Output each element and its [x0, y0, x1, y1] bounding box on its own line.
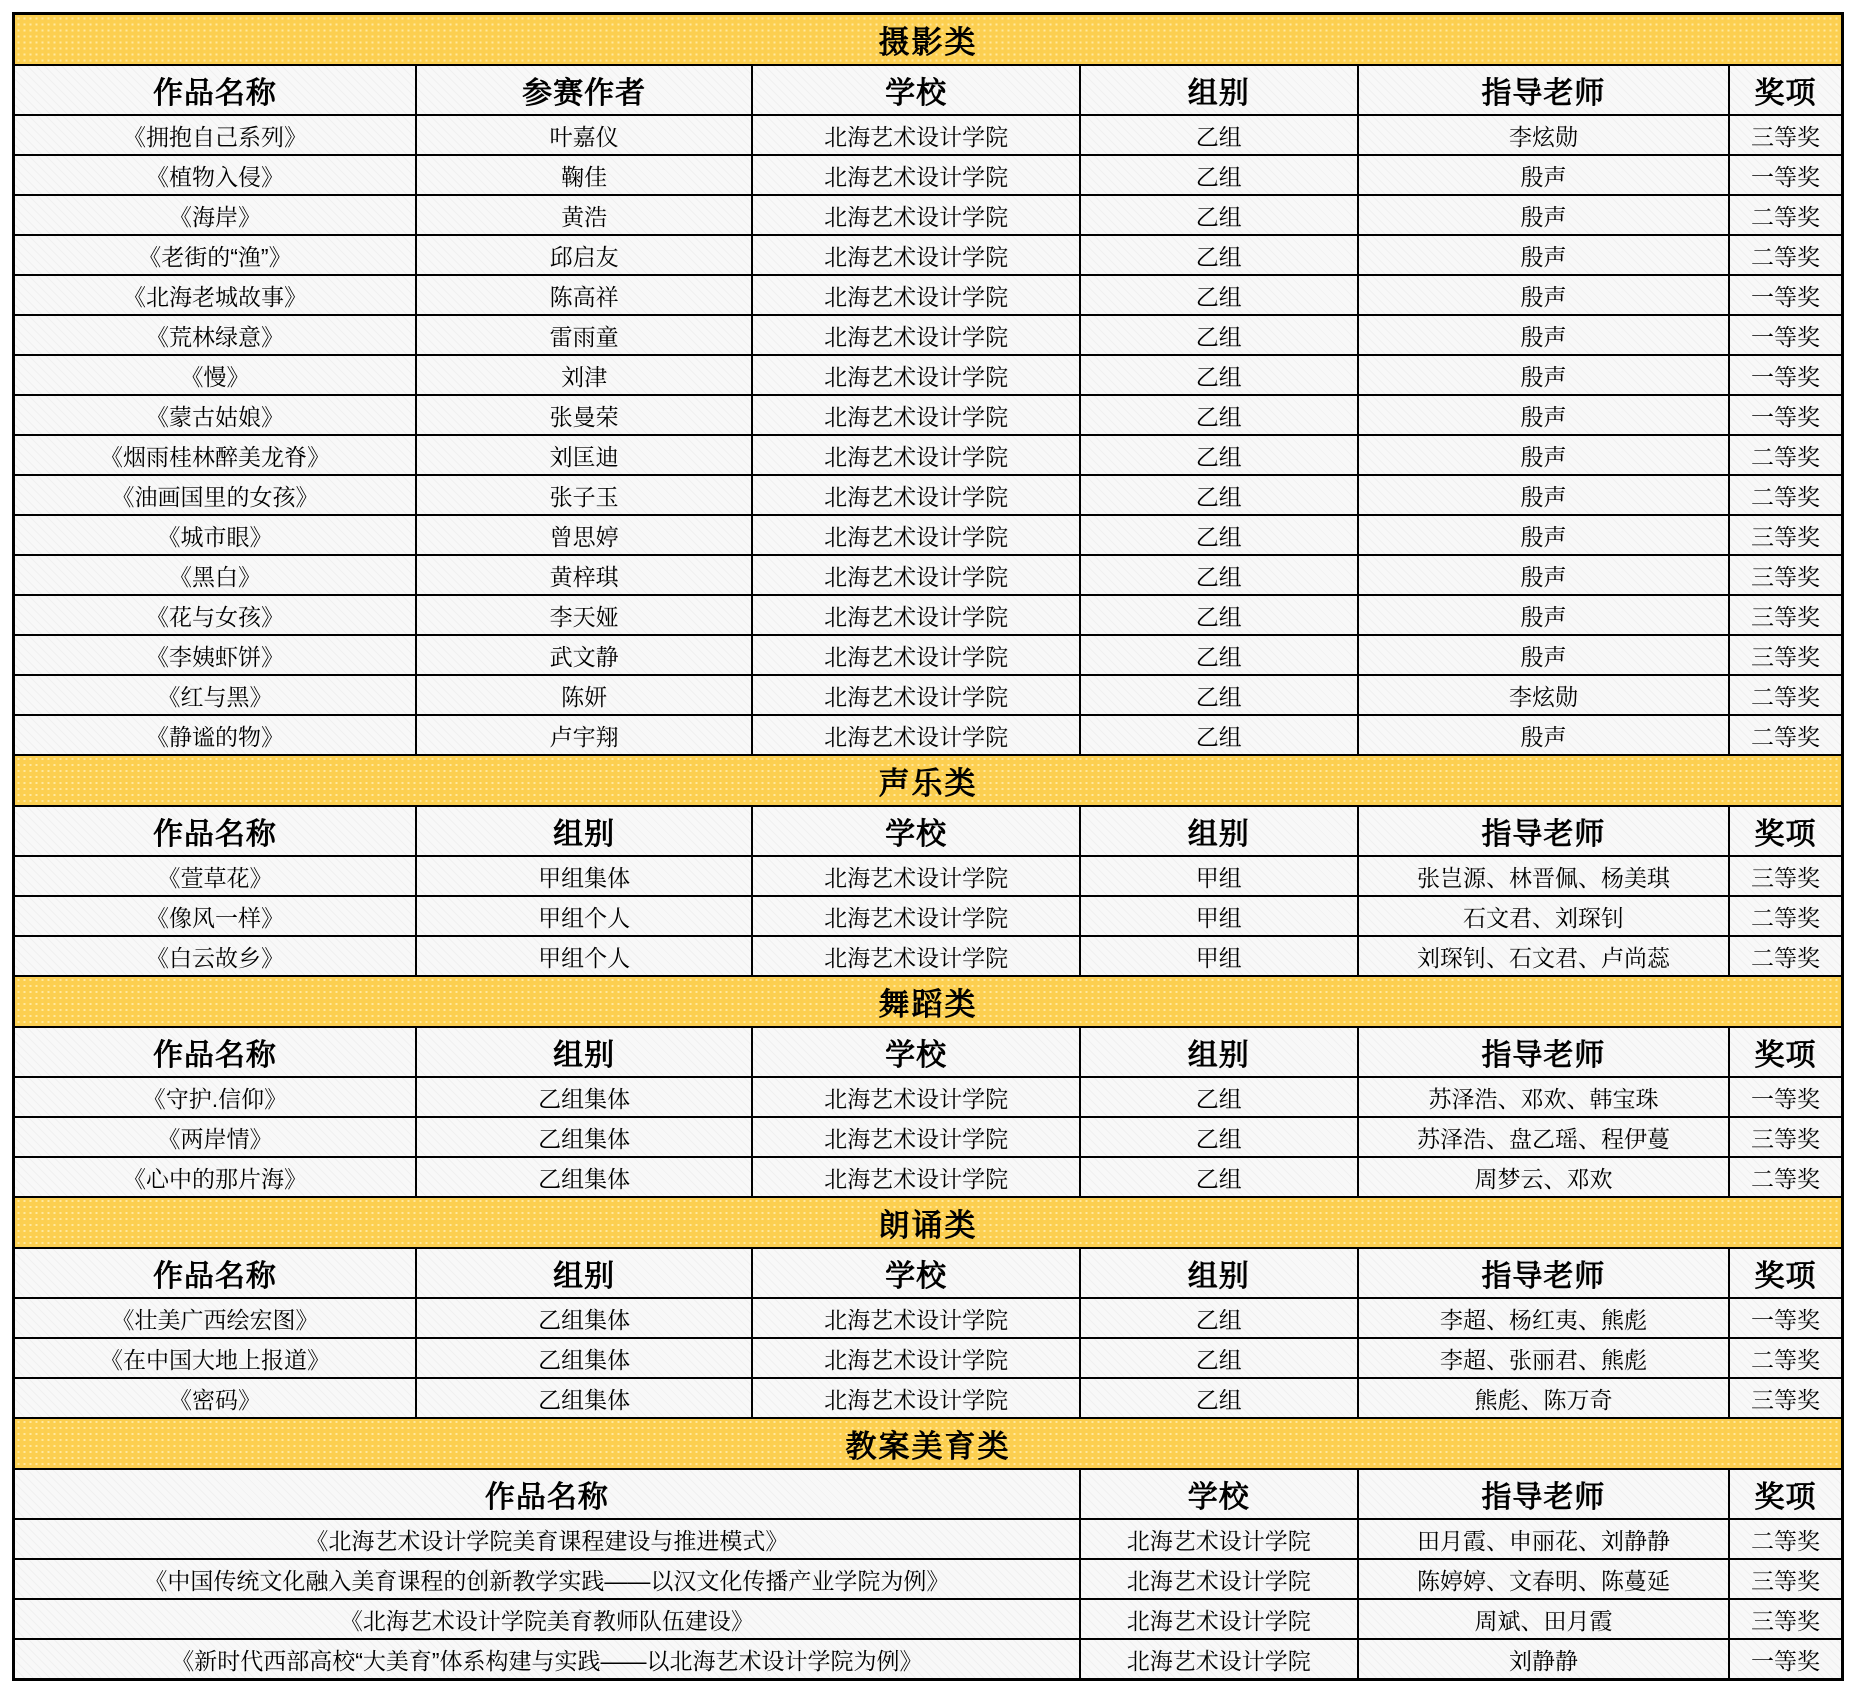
work-title-cell: 《在中国大地上报道》	[14, 1338, 416, 1378]
work-title-cell: 《壮美广西绘宏图》	[14, 1298, 416, 1338]
table-row	[14, 595, 1843, 635]
work-title-cell: 《中国传统文化融入美育课程的创新教学实践——以汉文化传播产业学院为例》	[14, 1559, 1080, 1599]
award-cell: 二等奖	[1729, 475, 1842, 515]
school-cell: 北海艺术设计学院	[752, 896, 1079, 936]
author-cell: 陈高祥	[416, 275, 753, 315]
column-header-teacher: 指导老师	[1358, 1469, 1729, 1519]
group-cell: 乙组	[1080, 1157, 1358, 1197]
work-title-cell: 《拥抱自己系列》	[14, 115, 416, 155]
table-row	[14, 936, 1843, 976]
table-row	[14, 315, 1843, 355]
teacher-cell: 殷声	[1358, 275, 1729, 315]
column-header-work-title: 作品名称	[14, 65, 416, 115]
work-title-cell: 《黑白》	[14, 555, 416, 595]
column-header-group: 组别	[1080, 1027, 1358, 1077]
teacher-cell: 殷声	[1358, 435, 1729, 475]
author-cell: 曾思婷	[416, 515, 753, 555]
section-band-title: 舞蹈类	[14, 976, 1843, 1027]
column-header-school: 学校	[1080, 1469, 1358, 1519]
table-row	[14, 1559, 1843, 1599]
table-row	[14, 1298, 1843, 1338]
section-row	[14, 14, 1843, 66]
teacher-cell: 田月霞、申丽花、刘静静	[1358, 1519, 1729, 1559]
section-band-title: 摄影类	[14, 14, 1843, 66]
column-header-group-type: 组别	[416, 806, 753, 856]
teacher-cell: 李超、张丽君、熊彪	[1358, 1338, 1729, 1378]
author-cell: 鞠佳	[416, 155, 753, 195]
group-cell: 甲组	[1080, 936, 1358, 976]
group-cell: 乙组	[1080, 315, 1358, 355]
award-cell: 一等奖	[1729, 355, 1842, 395]
author-cell: 张曼荣	[416, 395, 753, 435]
column-header-group: 组别	[1080, 806, 1358, 856]
header-row	[14, 806, 1843, 856]
work-title-cell: 《北海艺术设计学院美育课程建设与推进模式》	[14, 1519, 1080, 1559]
column-header-teacher: 指导老师	[1358, 1248, 1729, 1298]
work-title-cell: 《海岸》	[14, 195, 416, 235]
table-row	[14, 1639, 1843, 1680]
teacher-cell: 李超、杨红夷、熊彪	[1358, 1298, 1729, 1338]
work-title-cell: 《北海艺术设计学院美育教师队伍建设》	[14, 1599, 1080, 1639]
school-cell: 北海艺术设计学院	[1080, 1559, 1358, 1599]
work-title-cell: 《城市眼》	[14, 515, 416, 555]
school-cell: 北海艺术设计学院	[752, 595, 1079, 635]
award-cell: 三等奖	[1729, 1559, 1842, 1599]
school-cell: 北海艺术设计学院	[752, 515, 1079, 555]
work-title-cell: 《新时代西部高校“大美育”体系构建与实践——以北海艺术设计学院为例》	[14, 1639, 1080, 1680]
work-title-cell: 《油画国里的女孩》	[14, 475, 416, 515]
author-cell: 武文静	[416, 635, 753, 675]
column-header-school: 学校	[752, 65, 1079, 115]
group-cell: 乙组	[1080, 435, 1358, 475]
work-title-cell: 《慢》	[14, 355, 416, 395]
school-cell: 北海艺术设计学院	[1080, 1599, 1358, 1639]
school-cell: 北海艺术设计学院	[752, 635, 1079, 675]
author-cell: 刘匡迪	[416, 435, 753, 475]
school-cell: 北海艺术设计学院	[752, 275, 1079, 315]
school-cell: 北海艺术设计学院	[752, 1378, 1079, 1418]
author-cell: 卢宇翔	[416, 715, 753, 755]
award-cell: 二等奖	[1729, 195, 1842, 235]
table-row	[14, 195, 1843, 235]
group-cell: 乙组	[1080, 115, 1358, 155]
group-cell: 乙组	[1080, 635, 1358, 675]
teacher-cell: 苏泽浩、邓欢、韩宝珠	[1358, 1077, 1729, 1117]
group-cell: 乙组	[1080, 715, 1358, 755]
school-cell: 北海艺术设计学院	[752, 555, 1079, 595]
section-row	[14, 1197, 1843, 1248]
award-cell: 三等奖	[1729, 1599, 1842, 1639]
teacher-cell: 殷声	[1358, 355, 1729, 395]
teacher-cell: 刘琛钊、石文君、卢尚蕊	[1358, 936, 1729, 976]
group-type-cell: 甲组集体	[416, 856, 753, 896]
column-header-work-title: 作品名称	[14, 1248, 416, 1298]
teacher-cell: 李炫勋	[1358, 675, 1729, 715]
section-row	[14, 1418, 1843, 1469]
school-cell: 北海艺术设计学院	[1080, 1639, 1358, 1680]
section-band-title: 朗诵类	[14, 1197, 1843, 1248]
header-row	[14, 1027, 1843, 1077]
award-cell: 一等奖	[1729, 1298, 1842, 1338]
work-title-cell: 《李姨虾饼》	[14, 635, 416, 675]
section-band-title: 声乐类	[14, 755, 1843, 806]
group-type-cell: 乙组集体	[416, 1338, 753, 1378]
school-cell: 北海艺术设计学院	[752, 1338, 1079, 1378]
work-title-cell: 《荒林绿意》	[14, 315, 416, 355]
table-row	[14, 675, 1843, 715]
group-cell: 乙组	[1080, 195, 1358, 235]
table-row	[14, 235, 1843, 275]
table-row	[14, 275, 1843, 315]
award-cell: 一等奖	[1729, 395, 1842, 435]
column-header-award: 奖项	[1729, 806, 1842, 856]
school-cell: 北海艺术设计学院	[752, 715, 1079, 755]
work-title-cell: 《蒙古姑娘》	[14, 395, 416, 435]
school-cell: 北海艺术设计学院	[752, 435, 1079, 475]
column-header-school: 学校	[752, 1027, 1079, 1077]
award-cell: 三等奖	[1729, 595, 1842, 635]
group-cell: 乙组	[1080, 355, 1358, 395]
award-cell: 一等奖	[1729, 1639, 1842, 1680]
work-title-cell: 《静谧的物》	[14, 715, 416, 755]
award-cell: 二等奖	[1729, 715, 1842, 755]
school-cell: 北海艺术设计学院	[752, 1157, 1079, 1197]
teacher-cell: 殷声	[1358, 155, 1729, 195]
work-title-cell: 《心中的那片海》	[14, 1157, 416, 1197]
teacher-cell: 周斌、田月霞	[1358, 1599, 1729, 1639]
column-header-school: 学校	[752, 1248, 1079, 1298]
table-row	[14, 856, 1843, 896]
award-cell: 二等奖	[1729, 1157, 1842, 1197]
teacher-cell: 刘静静	[1358, 1639, 1729, 1680]
group-cell: 乙组	[1080, 1338, 1358, 1378]
group-cell: 乙组	[1080, 1378, 1358, 1418]
column-header-teacher: 指导老师	[1358, 1027, 1729, 1077]
group-cell: 乙组	[1080, 675, 1358, 715]
school-cell: 北海艺术设计学院	[752, 355, 1079, 395]
table-row	[14, 1077, 1843, 1117]
author-cell: 刘津	[416, 355, 753, 395]
column-header-author: 参赛作者	[416, 65, 753, 115]
award-cell: 一等奖	[1729, 1077, 1842, 1117]
school-cell: 北海艺术设计学院	[1080, 1519, 1358, 1559]
author-cell: 雷雨童	[416, 315, 753, 355]
author-cell: 李天娅	[416, 595, 753, 635]
column-header-award: 奖项	[1729, 1027, 1842, 1077]
teacher-cell: 李炫勋	[1358, 115, 1729, 155]
teacher-cell: 殷声	[1358, 635, 1729, 675]
table-row	[14, 1519, 1843, 1559]
award-cell: 三等奖	[1729, 856, 1842, 896]
table-row	[14, 1599, 1843, 1639]
school-cell: 北海艺术设计学院	[752, 235, 1079, 275]
group-cell: 乙组	[1080, 1298, 1358, 1338]
teacher-cell: 殷声	[1358, 395, 1729, 435]
work-title-cell: 《老街的“渔”》	[14, 235, 416, 275]
group-cell: 甲组	[1080, 856, 1358, 896]
award-cell: 二等奖	[1729, 936, 1842, 976]
group-type-cell: 甲组个人	[416, 896, 753, 936]
column-header-school: 学校	[752, 806, 1079, 856]
award-cell: 二等奖	[1729, 435, 1842, 475]
group-cell: 乙组	[1080, 155, 1358, 195]
group-type-cell: 乙组集体	[416, 1157, 753, 1197]
table-row	[14, 715, 1843, 755]
school-cell: 北海艺术设计学院	[752, 1298, 1079, 1338]
teacher-cell: 殷声	[1358, 235, 1729, 275]
group-cell: 乙组	[1080, 1077, 1358, 1117]
table-row	[14, 635, 1843, 675]
work-title-cell: 《红与黑》	[14, 675, 416, 715]
table-row	[14, 555, 1843, 595]
column-header-work-title: 作品名称	[14, 1469, 1080, 1519]
award-cell: 二等奖	[1729, 1338, 1842, 1378]
school-cell: 北海艺术设计学院	[752, 936, 1079, 976]
column-header-teacher: 指导老师	[1358, 65, 1729, 115]
section-row	[14, 755, 1843, 806]
group-type-cell: 乙组集体	[416, 1298, 753, 1338]
group-cell: 乙组	[1080, 275, 1358, 315]
work-title-cell: 《两岸情》	[14, 1117, 416, 1157]
table-row	[14, 155, 1843, 195]
column-header-group: 组别	[1080, 65, 1358, 115]
header-row	[14, 1469, 1843, 1519]
group-type-cell: 乙组集体	[416, 1378, 753, 1418]
award-cell: 二等奖	[1729, 1519, 1842, 1559]
group-type-cell: 乙组集体	[416, 1077, 753, 1117]
school-cell: 北海艺术设计学院	[752, 155, 1079, 195]
group-cell: 乙组	[1080, 1117, 1358, 1157]
group-type-cell: 乙组集体	[416, 1117, 753, 1157]
awards-table-body	[14, 14, 1843, 1680]
school-cell: 北海艺术设计学院	[752, 315, 1079, 355]
teacher-cell: 殷声	[1358, 475, 1729, 515]
table-row	[14, 1157, 1843, 1197]
author-cell: 黄梓琪	[416, 555, 753, 595]
work-title-cell: 《像风一样》	[14, 896, 416, 936]
teacher-cell: 熊彪、陈万奇	[1358, 1378, 1729, 1418]
teacher-cell: 石文君、刘琛钊	[1358, 896, 1729, 936]
school-cell: 北海艺术设计学院	[752, 856, 1079, 896]
column-header-work-title: 作品名称	[14, 1027, 416, 1077]
teacher-cell: 陈婷婷、文春明、陈蔓延	[1358, 1559, 1729, 1599]
table-row	[14, 355, 1843, 395]
table-row	[14, 435, 1843, 475]
work-title-cell: 《花与女孩》	[14, 595, 416, 635]
teacher-cell: 殷声	[1358, 555, 1729, 595]
award-cell: 一等奖	[1729, 155, 1842, 195]
award-cell: 三等奖	[1729, 635, 1842, 675]
group-cell: 乙组	[1080, 395, 1358, 435]
column-header-group: 组别	[1080, 1248, 1358, 1298]
column-header-teacher: 指导老师	[1358, 806, 1729, 856]
work-title-cell: 《烟雨桂林醉美龙脊》	[14, 435, 416, 475]
school-cell: 北海艺术设计学院	[752, 1117, 1079, 1157]
teacher-cell: 殷声	[1358, 195, 1729, 235]
table-row	[14, 115, 1843, 155]
column-header-award: 奖项	[1729, 1248, 1842, 1298]
school-cell: 北海艺术设计学院	[752, 1077, 1079, 1117]
group-cell: 乙组	[1080, 555, 1358, 595]
author-cell: 叶嘉仪	[416, 115, 753, 155]
award-cell: 一等奖	[1729, 275, 1842, 315]
column-header-group-type: 组别	[416, 1027, 753, 1077]
teacher-cell: 殷声	[1358, 595, 1729, 635]
table-row	[14, 1117, 1843, 1157]
teacher-cell: 苏泽浩、盘乙瑶、程伊蔓	[1358, 1117, 1729, 1157]
award-cell: 二等奖	[1729, 235, 1842, 275]
author-cell: 陈妍	[416, 675, 753, 715]
group-cell: 乙组	[1080, 595, 1358, 635]
award-cell: 三等奖	[1729, 515, 1842, 555]
group-cell: 乙组	[1080, 475, 1358, 515]
section-band-title: 教案美育类	[14, 1418, 1843, 1469]
table-row	[14, 896, 1843, 936]
school-cell: 北海艺术设计学院	[752, 195, 1079, 235]
table-row	[14, 475, 1843, 515]
teacher-cell: 张岂源、林晋佩、杨美琪	[1358, 856, 1729, 896]
group-cell: 乙组	[1080, 515, 1358, 555]
work-title-cell: 《北海老城故事》	[14, 275, 416, 315]
award-cell: 三等奖	[1729, 555, 1842, 595]
column-header-award: 奖项	[1729, 65, 1842, 115]
work-title-cell: 《萱草花》	[14, 856, 416, 896]
group-cell: 甲组	[1080, 896, 1358, 936]
teacher-cell: 殷声	[1358, 515, 1729, 555]
header-row	[14, 1248, 1843, 1298]
school-cell: 北海艺术设计学院	[752, 395, 1079, 435]
author-cell: 邱启友	[416, 235, 753, 275]
work-title-cell: 《守护.信仰》	[14, 1077, 416, 1117]
column-header-group-type: 组别	[416, 1248, 753, 1298]
table-row	[14, 1338, 1843, 1378]
author-cell: 张子玉	[416, 475, 753, 515]
award-cell: 二等奖	[1729, 675, 1842, 715]
table-row	[14, 515, 1843, 555]
teacher-cell: 殷声	[1358, 315, 1729, 355]
work-title-cell: 《密码》	[14, 1378, 416, 1418]
awards-table	[12, 12, 1844, 1681]
column-header-work-title: 作品名称	[14, 806, 416, 856]
header-row	[14, 65, 1843, 115]
award-cell: 三等奖	[1729, 1378, 1842, 1418]
school-cell: 北海艺术设计学院	[752, 475, 1079, 515]
group-cell: 乙组	[1080, 235, 1358, 275]
teacher-cell: 殷声	[1358, 715, 1729, 755]
author-cell: 黄浩	[416, 195, 753, 235]
award-cell: 二等奖	[1729, 896, 1842, 936]
teacher-cell: 周梦云、邓欢	[1358, 1157, 1729, 1197]
award-cell: 三等奖	[1729, 115, 1842, 155]
work-title-cell: 《白云故乡》	[14, 936, 416, 976]
award-cell: 一等奖	[1729, 315, 1842, 355]
school-cell: 北海艺术设计学院	[752, 115, 1079, 155]
award-cell: 三等奖	[1729, 1117, 1842, 1157]
group-type-cell: 甲组个人	[416, 936, 753, 976]
school-cell: 北海艺术设计学院	[752, 675, 1079, 715]
table-row	[14, 395, 1843, 435]
table-row	[14, 1378, 1843, 1418]
work-title-cell: 《植物入侵》	[14, 155, 416, 195]
section-row	[14, 976, 1843, 1027]
column-header-award: 奖项	[1729, 1469, 1842, 1519]
